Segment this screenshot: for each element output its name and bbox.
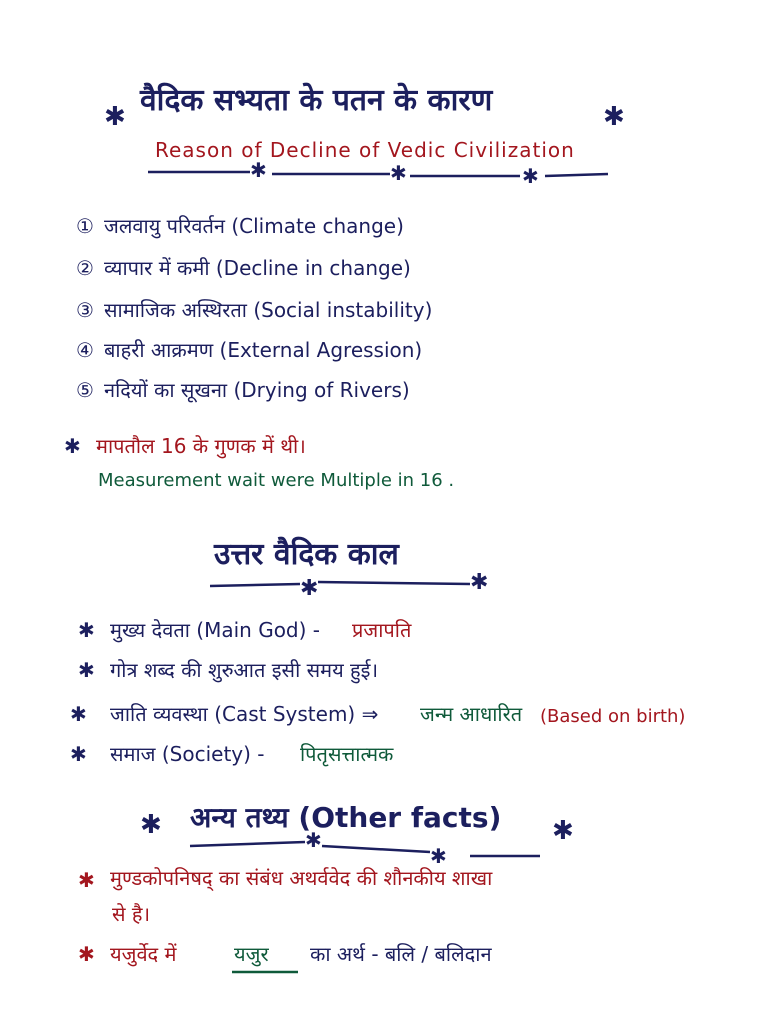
star-icon: ✱: [390, 161, 407, 185]
star-icon: ✱: [78, 868, 95, 892]
other-fact-mundaka-line2: से है।: [112, 902, 151, 926]
star-icon: ✱: [603, 102, 625, 132]
caste-system-label: जाति व्यवस्था (Cast System) ⇒: [110, 702, 379, 726]
section-title-other-facts: अन्य तथ्य (Other facts): [190, 801, 502, 834]
star-icon: ✱: [250, 158, 267, 182]
section-title-later-vedic: उत्तर वैदिक काल: [214, 537, 399, 572]
list-item-number: ③: [76, 298, 94, 322]
list-item: जलवायु परिवर्तन (Climate change): [104, 214, 404, 238]
star-icon: ✱: [104, 102, 126, 132]
star-icon: ✱: [300, 576, 319, 601]
other-fact-mundaka-line1: मुण्डकोपनिषद् का संबंध अथर्ववेद की शौनकीय शाखा: [110, 866, 493, 890]
list-item-number: ②: [76, 256, 94, 280]
society-label: समाज (Society) -: [110, 742, 265, 766]
list-item-number: ⑤: [76, 378, 94, 402]
measurement-note-hindi: मापतौल 16 के गुणक में थी।: [96, 434, 306, 458]
caste-system-value: जन्म आधारित: [420, 702, 523, 726]
other-fact-yajur-prefix: यजुर्वेद में: [110, 942, 177, 966]
list-item-number: ④: [76, 338, 94, 362]
star-icon: ✱: [470, 570, 489, 595]
list-item: बाहरी आक्रमण (External Agression): [104, 338, 423, 362]
star-icon: ✱: [78, 618, 95, 642]
star-icon: ✱: [78, 942, 95, 966]
star-icon: ✱: [305, 828, 322, 852]
other-fact-yajur-meaning: का अर्थ - बलि / बलिदान: [310, 942, 492, 966]
list-item: व्यापार में कमी (Decline in change): [104, 256, 411, 280]
star-icon: ✱: [552, 816, 574, 846]
main-god-value: प्रजापति: [352, 618, 412, 642]
star-icon: ✱: [140, 810, 162, 840]
list-item: सामाजिक अस्थिरता (Social instability): [104, 298, 433, 322]
star-icon: ✱: [522, 164, 539, 188]
star-icon: ✱: [64, 434, 81, 458]
star-icon: ✱: [430, 844, 447, 868]
star-icon: ✱: [70, 702, 87, 726]
caste-system-note: (Based on birth): [540, 706, 686, 727]
other-fact-yajur-word: यजुर: [234, 942, 269, 966]
gotra-fact: गोत्र शब्द की शुरुआत इसी समय हुई।: [110, 658, 379, 682]
measurement-note-english: Measurement wait were Multiple in 16 .: [98, 470, 455, 491]
list-item-number: ①: [76, 214, 94, 238]
star-icon: ✱: [70, 742, 87, 766]
star-icon: ✱: [78, 658, 95, 682]
list-item: नदियों का सूखना (Drying of Rivers): [104, 378, 410, 402]
society-value: पितृसत्तात्मक: [300, 742, 394, 766]
page-title-hindi: वैदिक सभ्यता के पतन के कारण: [140, 83, 493, 118]
main-god-label: मुख्य देवता (Main God) -: [110, 618, 321, 642]
page-title-english: Reason of Decline of Vedic Civilization: [155, 138, 575, 162]
